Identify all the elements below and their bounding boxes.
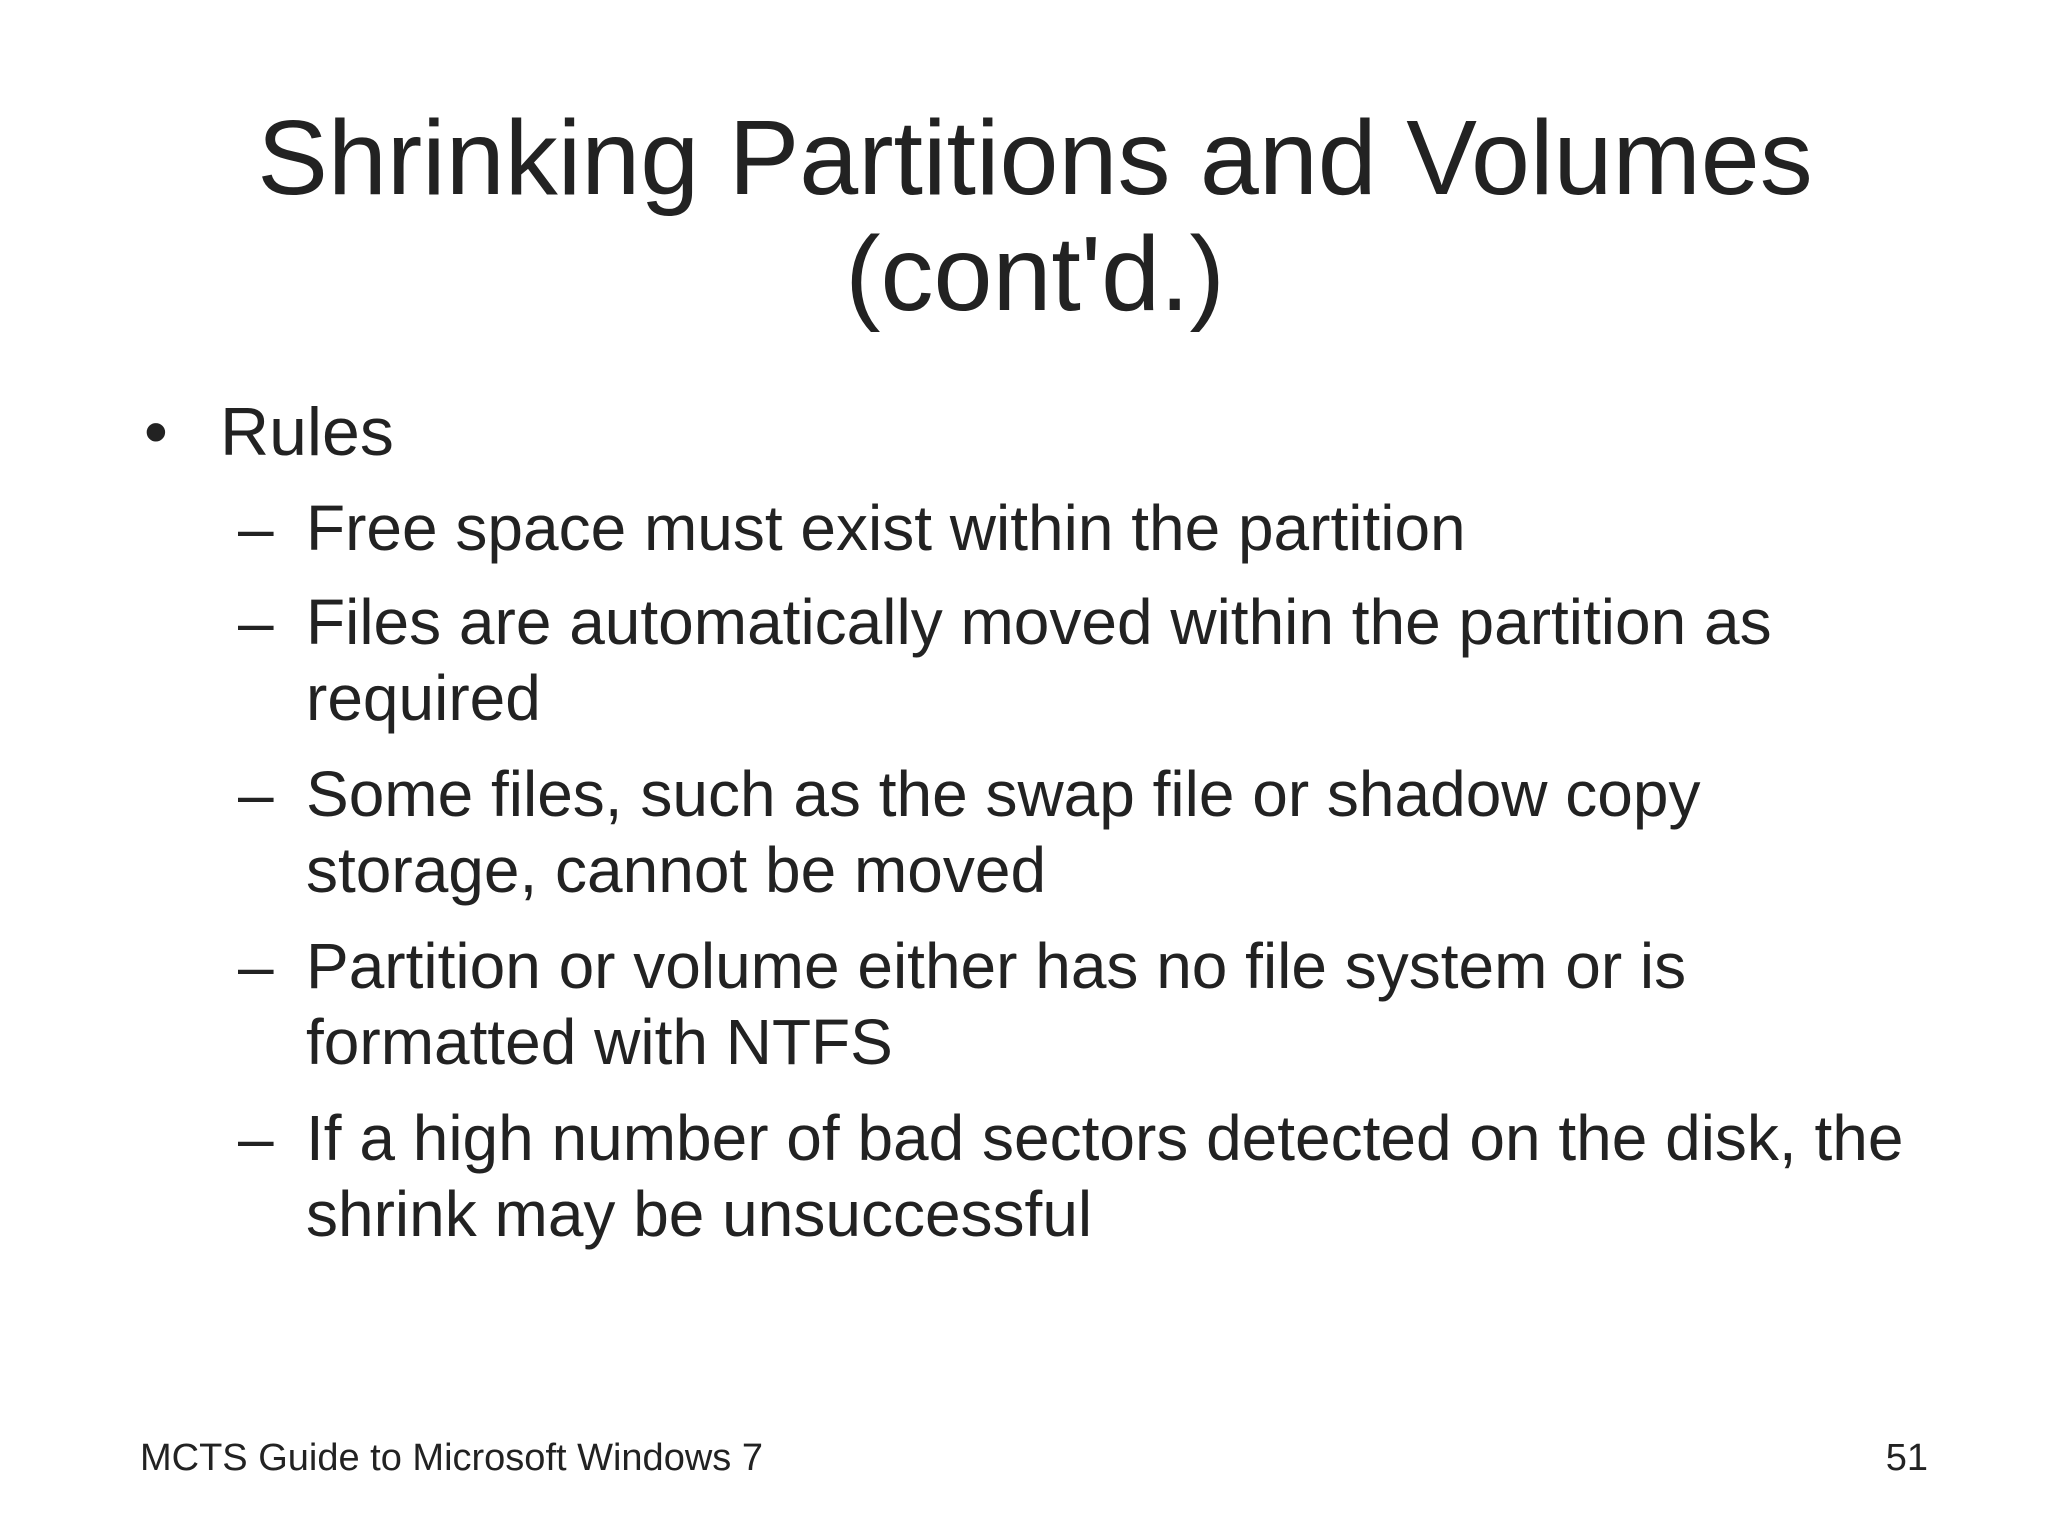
- footer-course-title: MCTS Guide to Microsoft Windows 7: [140, 1437, 763, 1479]
- slide-title-line-1: Shrinking Partitions and Volumes: [257, 99, 1813, 217]
- sub-bullet-text: Partition or volume either has no file system or is formatted with NTFS: [306, 930, 1687, 1078]
- sub-bullet-text: Some files, such as the swap file or shadow copy storage, cannot be moved: [306, 758, 1701, 906]
- sub-bullet-marker: –: [238, 1102, 274, 1174]
- bullet-marker: •: [144, 394, 168, 470]
- slide-title-line-2: (cont'd.): [845, 215, 1225, 333]
- sub-bullet-marker: –: [238, 930, 274, 1002]
- sub-bullet-text: Free space must exist within the partition: [306, 492, 1466, 564]
- footer-page-number: 51: [1885, 1437, 1928, 1479]
- sub-bullet-5: [238, 1100, 1938, 1252]
- sub-bullet-4: [238, 928, 1938, 1080]
- sub-bullet-1: [238, 490, 1938, 566]
- sub-bullet-2: [238, 584, 1938, 736]
- sub-bullet-text: Files are automatically moved within the partition as required: [306, 586, 1772, 734]
- sub-bullet-marker: –: [238, 586, 274, 658]
- sub-bullet-marker: –: [238, 758, 274, 830]
- sub-bullet-marker: –: [238, 492, 274, 564]
- sub-bullet-3: [238, 756, 1938, 908]
- sub-bullet-text: If a high number of bad sectors detected on the disk, the shrink may be unsuccessful: [306, 1102, 1904, 1250]
- bullet-text: Rules: [220, 394, 394, 470]
